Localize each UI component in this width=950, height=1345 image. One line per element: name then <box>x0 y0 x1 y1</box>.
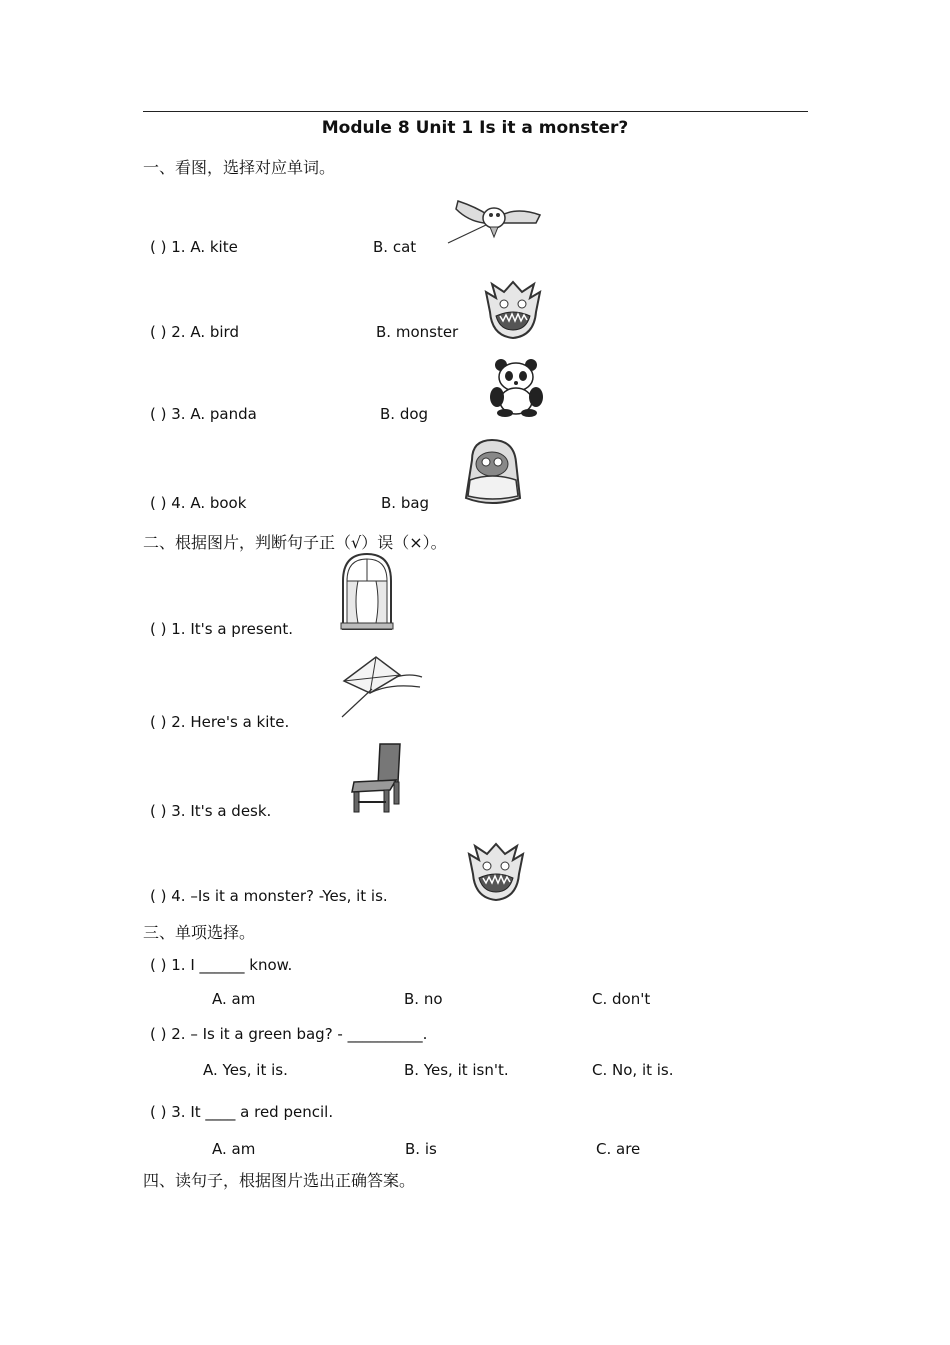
s2-q3-text: ( ) 3. It's a desk. <box>150 802 272 820</box>
s2-q4-text: ( ) 4. –Is it a monster? -Yes, it is. <box>150 887 388 905</box>
section2-heading: 二、根据图片，判断句子正（√）误（×）。 <box>143 533 447 552</box>
s1-q3-option-b: B. dog <box>380 405 429 423</box>
s3-q1-text: ( ) 1. I ______ know. <box>150 956 293 974</box>
header-rule <box>143 111 808 112</box>
kite-icon <box>340 653 424 719</box>
kite-bird-icon <box>446 193 542 245</box>
s1-q4-option-b: B. bag <box>381 494 430 512</box>
section3-heading: 三、单项选择。 <box>143 923 256 942</box>
s3-q2-option-b: B. Yes, it isn't. <box>404 1061 509 1079</box>
s3-q1-option-a: A. am <box>212 990 256 1008</box>
s1-q3-label: ( ) 3. A. panda <box>150 405 257 423</box>
s3-q3-text: ( ) 3. It ____ a red pencil. <box>150 1103 334 1121</box>
s1-q1-option-b: B. cat <box>373 238 417 256</box>
s1-q2-option-b: B. monster <box>376 323 459 341</box>
s3-q3-option-c: C. are <box>596 1140 641 1158</box>
page-title: Module 8 Unit 1 Is it a monster? <box>321 118 629 138</box>
s3-q3-option-b: B. is <box>405 1140 437 1158</box>
monster-icon <box>482 278 544 340</box>
window-icon <box>340 551 394 631</box>
s3-q1-option-c: C. don't <box>592 990 651 1008</box>
section1-heading: 一、看图，选择对应单词。 <box>143 158 336 177</box>
s1-q2-label: ( ) 2. A. bird <box>150 323 239 341</box>
bag-icon <box>462 436 524 508</box>
s2-q1-text: ( ) 1. It's a present. <box>150 620 294 638</box>
s1-q4-label: ( ) 4. A. book <box>150 494 247 512</box>
panda-icon <box>487 357 547 417</box>
s3-q3-option-a: A. am <box>212 1140 256 1158</box>
s3-q2-text: ( ) 2. – Is it a green bag? - __________. <box>150 1025 428 1043</box>
s3-q2-option-c: C. No, it is. <box>592 1061 674 1079</box>
monster-icon <box>465 840 527 902</box>
s1-q1-label: ( ) 1. A. kite <box>150 238 238 256</box>
s2-q2-text: ( ) 2. Here's a kite. <box>150 713 290 731</box>
chair-icon <box>350 742 404 814</box>
s3-q1-option-b: B. no <box>404 990 443 1008</box>
s3-q2-option-a: A. Yes, it is. <box>203 1061 288 1079</box>
section4-heading: 四、读句子，根据图片选出正确答案。 <box>143 1171 416 1190</box>
